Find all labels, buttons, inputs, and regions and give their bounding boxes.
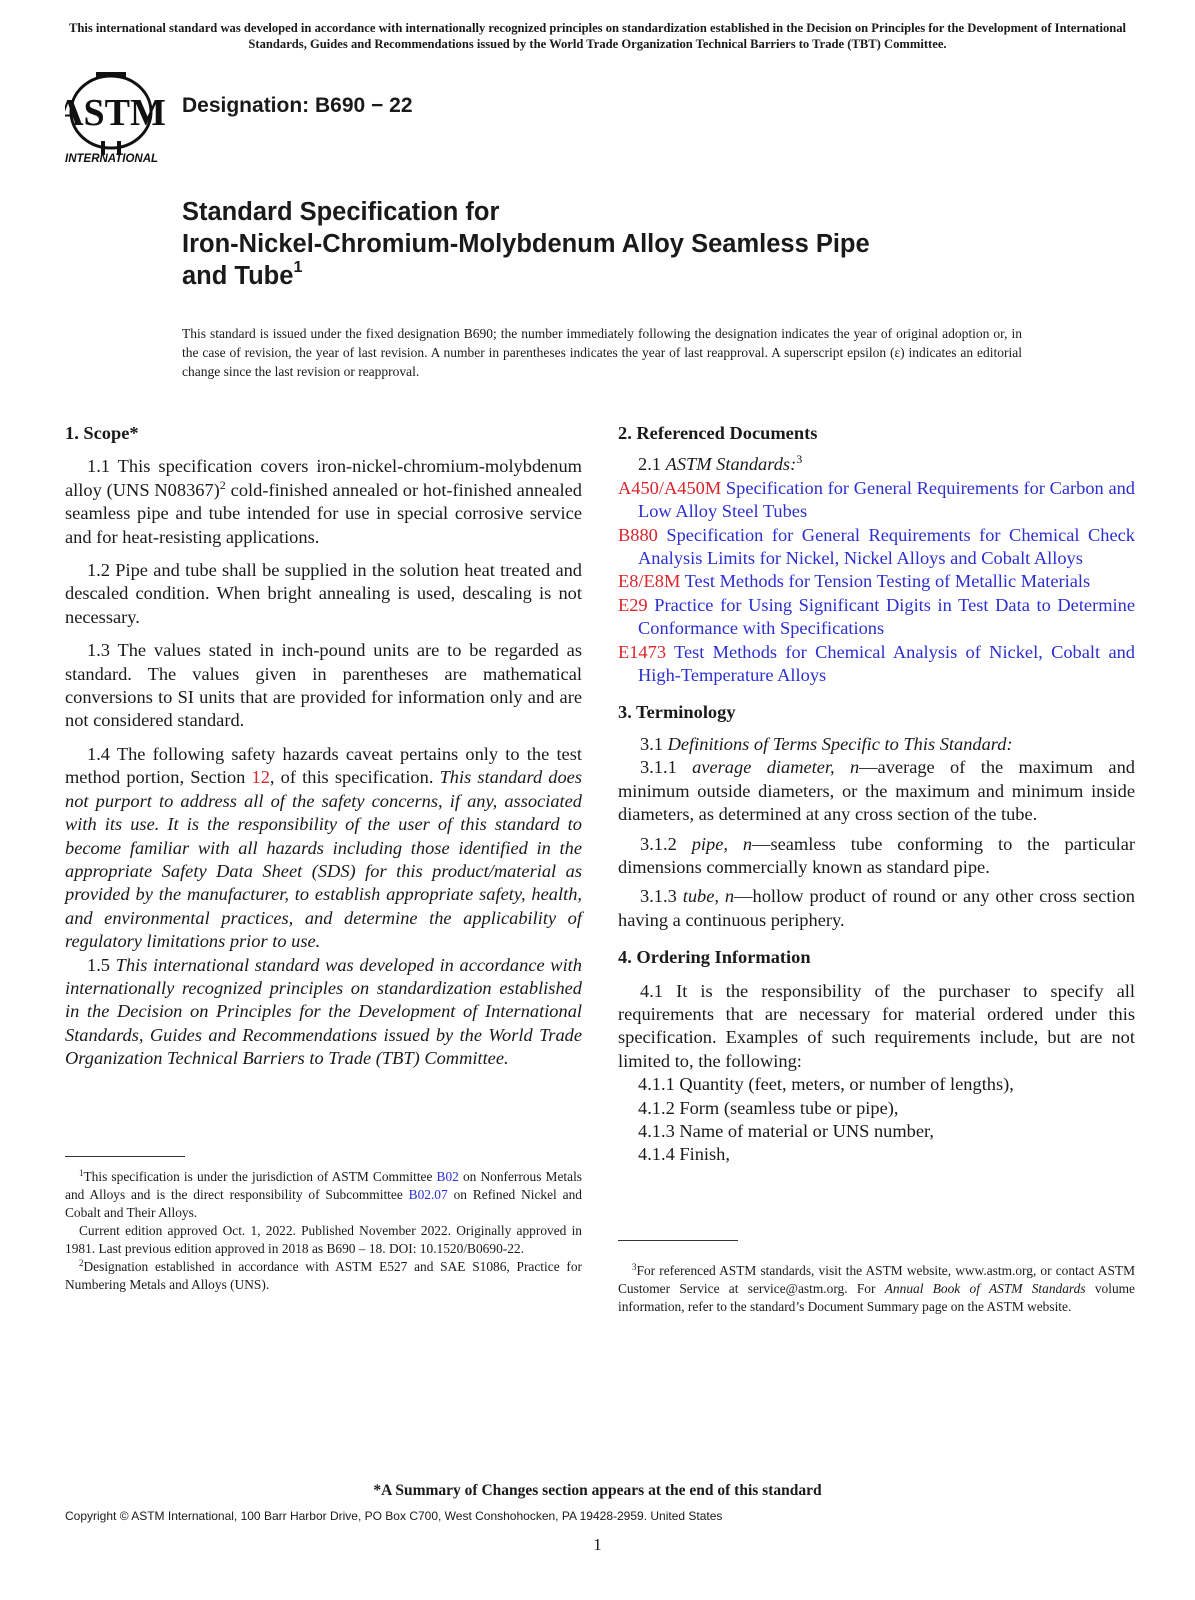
right-column	[618, 422, 1135, 1167]
committee-b02-link[interactable]: B02	[436, 1169, 459, 1184]
scope-1-4: 1.4 The following safety hazards caveat pertains only to the test method portion, Section 12, of this specification. This standard does not purport to address all of the safety concerns, if any, associated with its use. It is the responsibility of the user of this standard to become familiar with all hazards including those identified in the appropriate Safety Data Sheet (SDS) for this product/material as provided by the manufacturer, to establish appropriate safety, health, and environmental practices, and determine the applicability of regulatory limitations prior to use.	[65, 743, 583, 952]
top-notice: This international standard was developed in accordance with internationally recognized principles on standardization established in the Decision on Principles for the Development of International Standards, Guides and Recommendations issued by the World Trade Organization Technical Barriers to Trade (TBT) Committee.	[68, 21, 1127, 51]
terminology-3-1-1: 3.1.1 average diameter, n—average of the maximum and minimum outside diameters, or the maximum and minimum inside diameters, as determined at any cross section of the tube.	[618, 757, 1135, 825]
footnote-1: $^1$This specification is under the jurisdiction of ASTM Committee B02 on Nonferrous Metals and Alloys and is the direct responsibility of Subcommittee B02.07 on Refined Nickel and Cobalt and Their Alloys.	[65, 1168, 582, 1220]
title-line-1: Standard Specification for	[182, 198, 500, 226]
astm-logo-mark	[65, 70, 165, 166]
copyright: Copyright © ASTM International, 100 Barr Harbor Drive, PO Box C700, West Conshohocken, PA 19428-2959. United States	[65, 1509, 723, 1523]
footnote-divider-right	[618, 1240, 738, 1241]
terminology-3-1-3: 3.1.3 tube, n—hollow product of round or any other cross section having a continuous periphery.	[618, 886, 1135, 930]
subcommittee-b02-07-link[interactable]: B02.07	[408, 1187, 448, 1202]
terminology-3-1-2: 3.1.2 pipe, n—seamless tube conforming to the particular dimensions commercially known as standard pipe.	[618, 833, 1135, 877]
references-heading: 2. Referenced Documents	[618, 423, 818, 443]
ordering-item: 4.1.4 Finish,	[638, 1144, 730, 1165]
logo-label: INTERNATIONAL	[65, 153, 159, 165]
page-number: 1	[593, 1535, 602, 1554]
terminology-heading: 3. Terminology	[618, 702, 736, 723]
left-column	[65, 422, 582, 1071]
scope-1-1: 1.1 This specification covers iron-nickel-chromium-molybdenum alloy (UNS N08367)$^2$ cold-finished annealed or hot-finished annealed seamless pipe and tube intended for use in special corrosive service and for heat-resisting applications.	[65, 456, 583, 547]
footnote-ref-2[interactable]: 2	[219, 477, 226, 492]
intro-paragraph: This standard is issued under the fixed designation B690; the number immediately following the designation indicates the year of original adoption or, in the case of revision, the year of last revision. A number in parentheses indicates the year of last reapproval. A superscript epsilon (ε) indicates an editorial change since the last revision or reapproval.	[182, 326, 1022, 379]
reference-item[interactable]: E1473 Test Methods for Chemical Analysis of Nickel, Cobalt and High-Temperature Alloys	[618, 641, 1135, 686]
reference-item[interactable]: A450/A450M Specification for General Requirements for Carbon and Low Alloy Steel Tubes	[618, 477, 1135, 522]
section-12-link[interactable]: 12	[251, 767, 270, 788]
title-line-3: and Tube	[182, 262, 294, 290]
scope-1-5: 1.5 This international standard was developed in accordance with internationally recognized principles on standardization established in the Decision on Principles for the Development of International Standards, Guides and Recommendations issued by the World Trade Organization Technical Barriers to Trade (TBT) Committee.	[65, 954, 582, 1069]
reference-item[interactable]: E29 Practice for Using Significant Digits in Test Data to Determine Conformance with Specifications	[618, 594, 1135, 639]
footnote-2: $^2$Designation established in accordance with ASTM E527 and SAE S1086, Practice for Numbering Metals and Alloys (UNS).	[65, 1258, 582, 1292]
summary-of-changes-note: *A Summary of Changes section appears at the end of this standard	[373, 1482, 822, 1499]
logo-brand-text: ASTM	[65, 92, 165, 134]
designation: Designation: B690 − 22	[182, 94, 413, 117]
ordering-item: 4.1.3 Name of material or UNS number,	[638, 1120, 934, 1141]
title-line-2: Iron-Nickel-Chromium-Molybdenum Alloy Seamless Pipe	[182, 230, 870, 258]
scope-1-3: 1.3 The values stated in inch-pound units are to be regarded as standard. The values given in parentheses are mathematical conversions to SI units that are provided for information only and are not considered standard.	[65, 640, 582, 731]
reference-item[interactable]: E8/E8M Test Methods for Tension Testing of Metallic Materials	[618, 571, 1091, 592]
footnote-3: $^3$For referenced ASTM standards, visit the ASTM website, www.astm.org, or contact ASTM Customer Service at service@astm.org. For Annual Book of ASTM Standards volume information, refer to the standard’s Document Summary page on the ASTM website.	[618, 1262, 1135, 1314]
ordering-heading: 4. Ordering Information	[618, 947, 811, 968]
reference-list	[618, 477, 1135, 688]
astm-logo	[65, 70, 165, 166]
title-footnote-mark: 1	[293, 259, 303, 276]
terminology-3-1: 3.1 Definitions of Terms Specific to This Standard:	[640, 733, 1013, 754]
reference-item[interactable]: B880 Specification for General Requirements for Chemical Check Analysis Limits for Nickel, Nickel Alloys and Cobalt Alloys	[618, 524, 1135, 569]
footnote-ref-3[interactable]: 3	[796, 452, 803, 467]
ordering-4-1: 4.1 It is the responsibility of the purchaser to specify all requirements that are necessary for material ordered under this specification. Examples of such requirements include, but are not limited to, the following:	[618, 980, 1135, 1071]
scope-heading: 1. Scope*	[65, 423, 139, 443]
footnotes-left	[65, 1168, 582, 1294]
footnote-1-edition: Current edition approved Oct. 1, 2022. Published November 2022. Originally approved in 1981. Last previous edition approved in 2018 as B690 – 18. DOI: 10.1520/B0690-22.	[65, 1223, 582, 1256]
scope-1-2: 1.2 Pipe and tube shall be supplied in the solution heat treated and descaled condition. When bright annealing is used, descaling is not necessary.	[65, 560, 582, 627]
ordering-item: 4.1.1 Quantity (feet, meters, or number of lengths),	[638, 1074, 1014, 1095]
ordering-item: 4.1.2 Form (seamless tube or pipe),	[638, 1097, 899, 1118]
document-title	[182, 196, 870, 292]
references-2-1: 2.1 ASTM Standards:$^3$	[638, 452, 803, 475]
footnote-divider-left	[65, 1156, 185, 1157]
